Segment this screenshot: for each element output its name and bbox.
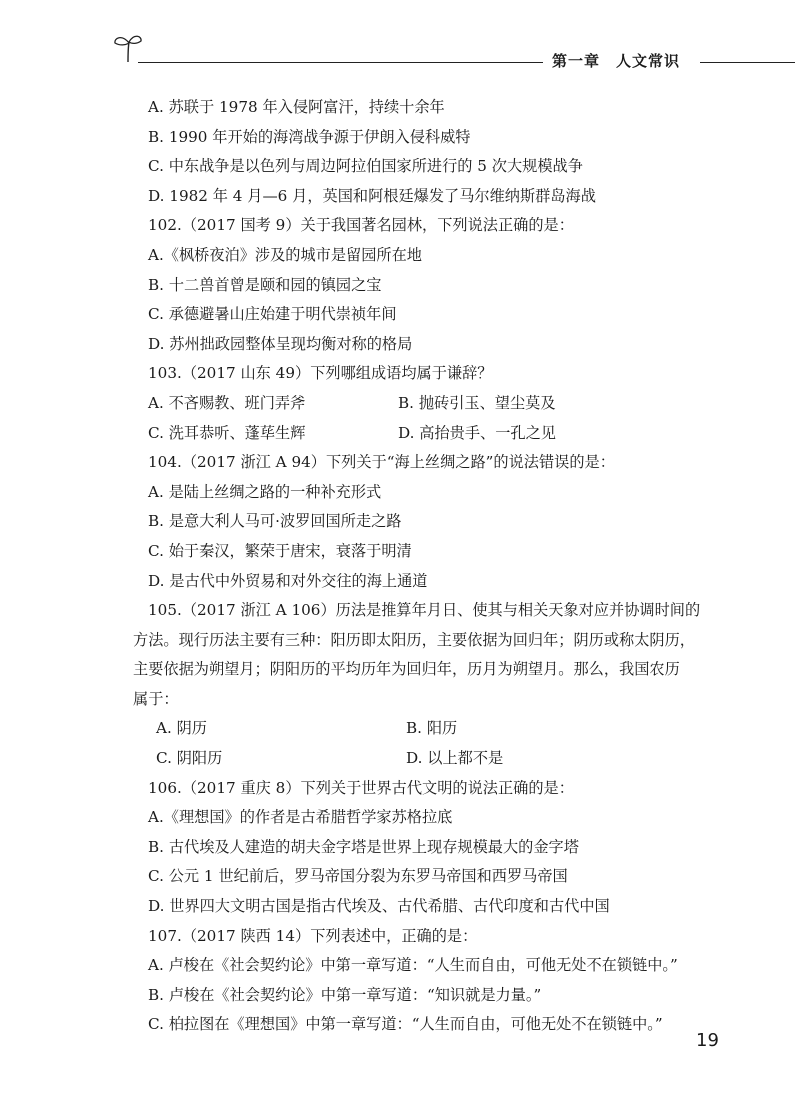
chapter-title: 第一章 人文常识	[552, 52, 681, 70]
text-line: B. 1990 年开始的海湾战争源于伊朗入侵科威特	[148, 127, 471, 146]
option-c: C. 洗耳恭听、蓬荜生辉	[148, 423, 306, 442]
option-row	[148, 419, 683, 449]
text-line: A.《枫桥夜泊》涉及的城市是留园所在地	[148, 245, 422, 264]
option-d: D. 高抬贵手、一孔之见	[398, 423, 556, 442]
option-a: A. 阴历	[156, 719, 207, 738]
option-row	[148, 389, 683, 419]
option-row	[156, 744, 683, 774]
option-c: C. 阴阳历	[156, 749, 223, 768]
text-line: C. 公元 1 世纪前后，罗马帝国分裂为东罗马帝国和西罗马帝国	[148, 867, 568, 886]
page-header	[0, 0, 800, 80]
text-line: A.《理想国》的作者是古希腊哲学家苏格拉底	[148, 808, 453, 827]
text-line: D. 是古代中外贸易和对外交往的海上通道	[148, 571, 428, 590]
text-line: C. 中东战争是以色列与周边阿拉伯国家所进行的 5 次大规模战争	[148, 157, 583, 176]
option-b: B. 抛砖引玉、望尘莫及	[398, 393, 556, 412]
question-104: 104.（2017 浙江 A 94）下列关于“海上丝绸之路”的说法错误的是：	[148, 453, 615, 472]
option-a: A. 不吝赐教、班门弄斧	[148, 393, 306, 412]
header-rule-right	[700, 62, 795, 63]
question-102: 102.（2017 国考 9）关于我国著名园林，下列说法正确的是：	[148, 216, 574, 235]
text-line: A. 卢梭在《社会契约论》中第一章写道：“人生而自由，可他无处不在锁链中。”	[148, 956, 678, 975]
sprout-icon	[108, 30, 148, 64]
page-content	[133, 93, 701, 1040]
text-line: B. 是意大利人马可·波罗回国所走之路	[148, 512, 402, 531]
text-line: C. 柏拉图在《理想国》中第一章写道：“人生而自由，可他无处不在锁链中。”	[148, 1015, 663, 1034]
option-b: B. 阳历	[406, 719, 458, 738]
text-line: B. 古代埃及人建造的胡夫金字塔是世界上现存规模最大的金字塔	[148, 837, 579, 856]
text-line: 主要依据为朔望月；阴阳历的平均历年为回归年，历月为朔望月。那么，我国农历	[133, 660, 680, 679]
header-rule-left	[138, 62, 543, 63]
text-line: 方法。现行历法主要有三种：阳历即太阳历，主要依据为回归年；阴历或称太阴历，	[133, 630, 695, 649]
text-line: B. 十二兽首曾是颐和园的镇园之宝	[148, 275, 382, 294]
question-103: 103.（2017 山东 49）下列哪组成语均属于谦辞？	[148, 364, 493, 383]
text-line: 属于：	[133, 689, 179, 708]
text-line: A. 是陆上丝绸之路的一种补充形式	[148, 482, 382, 501]
text-line: C. 承德避暑山庄始建于明代崇祯年间	[148, 305, 397, 324]
text-line: A. 苏联于 1978 年入侵阿富汗，持续十余年	[148, 98, 445, 116]
text-line: D. 世界四大文明古国是指古代埃及、古代希腊、古代印度和古代中国	[148, 897, 610, 916]
page-number: 19	[696, 1030, 719, 1051]
option-row	[156, 714, 683, 744]
option-d: D. 以上都不是	[406, 749, 504, 768]
question-105: 105.（2017 浙江 A 106）历法是推算年月日、使其与相关天象对应并协调时间的	[148, 601, 701, 620]
text-line: D. 苏州拙政园整体呈现均衡对称的格局	[148, 334, 413, 353]
text-line: C. 始于秦汉，繁荣于唐宋，衰落于明清	[148, 541, 412, 560]
question-107: 107.（2017 陕西 14）下列表述中，正确的是：	[148, 926, 478, 945]
text-line: B. 卢梭在《社会契约论》中第一章写道：“知识就是力量。”	[148, 985, 542, 1004]
question-106: 106.（2017 重庆 8）下列关于世界古代文明的说法正确的是：	[148, 778, 574, 797]
text-line: D. 1982 年 4 月—6 月，英国和阿根廷爆发了马尔维纳斯群岛海战	[148, 186, 596, 205]
